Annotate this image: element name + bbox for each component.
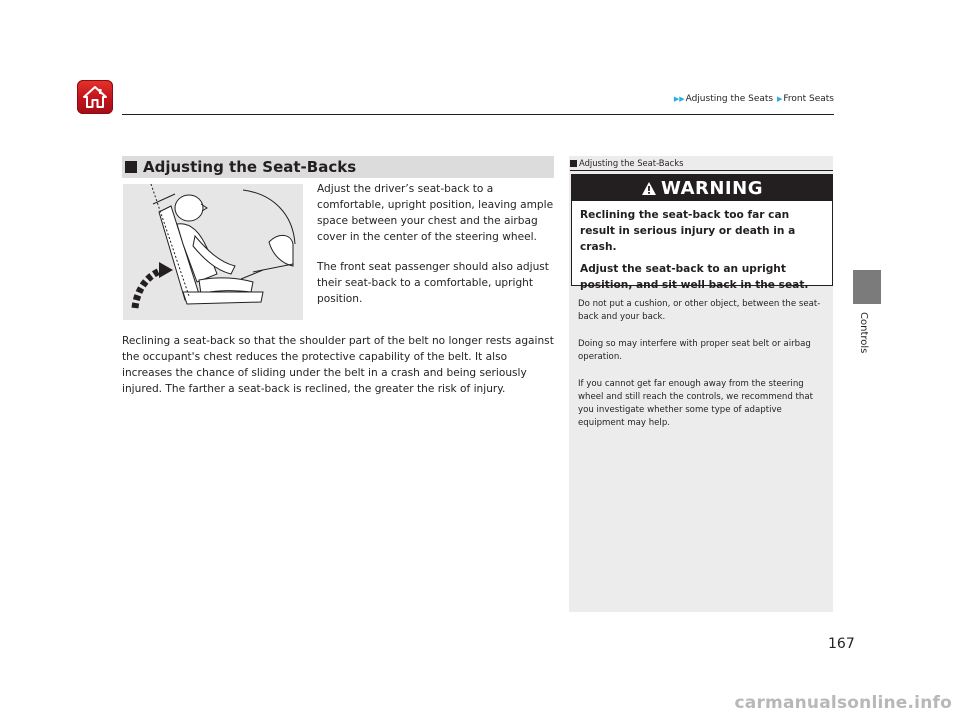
breadcrumb bbox=[673, 94, 834, 104]
watermark: carmanualsonline.info bbox=[734, 693, 952, 713]
chapter-tab[interactable] bbox=[853, 270, 881, 304]
seat-back-illustration bbox=[123, 184, 303, 320]
home-button[interactable] bbox=[77, 80, 113, 114]
section-title: Adjusting the Seat-Backs bbox=[143, 158, 357, 176]
home-icon bbox=[82, 85, 108, 109]
warning-line-1: Reclining the seat-back too far can result in serious injury or death in a crash. bbox=[580, 209, 796, 253]
chapter-tab-label[interactable]: Controls bbox=[858, 312, 869, 354]
sidebar-divider bbox=[570, 170, 833, 171]
warning-header bbox=[572, 175, 832, 201]
breadcrumb-arrow-icon: ▶ bbox=[777, 95, 783, 103]
warning-line-2: Adjust the seat-back to an upright position, and sit well back in the seat. bbox=[580, 263, 809, 291]
sidebar-note-interference: Doing so may interfere with proper seat belt or airbag operation. bbox=[578, 339, 811, 362]
page-number: 167 bbox=[828, 636, 855, 652]
section-header bbox=[122, 156, 554, 178]
sidebar-note-adaptive: If you cannot get far enough away from the steering wheel and still reach the controls, we recommend that you investigate whether some type of adaptive equipment may help. bbox=[578, 379, 813, 428]
passenger-instructions: The front seat passenger should also adjust their seat-back to a comfortable, upright position. bbox=[317, 261, 549, 305]
warning-box bbox=[571, 174, 833, 291]
warning-triangle-icon bbox=[641, 181, 657, 196]
sidebar-note-cushion: Do not put a cushion, or other object, between the seat-back and your back. bbox=[578, 299, 821, 322]
breadcrumb-item-seats[interactable]: Adjusting the Seats bbox=[685, 94, 774, 104]
reclined-seat-diagram-icon bbox=[123, 184, 303, 320]
warning-title: WARNING bbox=[661, 177, 763, 199]
recline-risk-paragraph: Reclining a seat-back so that the shoulder part of the belt no longer rests against the occupant's chest reduces the protective capability of the belt. It also increases the chance of sliding under the belt in a crash and being seriously injured. The farther a seat-back is reclined, the greater the risk of injury. bbox=[122, 335, 554, 395]
breadcrumb-arrow-icon: ▶▶ bbox=[673, 95, 685, 103]
sidebar-heading-text: Adjusting the Seat-Backs bbox=[579, 158, 684, 168]
header-divider bbox=[122, 114, 834, 115]
seat-back-instructions: Adjust the driver’s seat-back to a comfortable, upright position, leaving ample space between your chest and the airbag cover in the center of the steering wheel. bbox=[317, 183, 554, 243]
breadcrumb-item-front-seats[interactable]: Front Seats bbox=[783, 94, 834, 104]
reference-mark-icon bbox=[570, 160, 577, 167]
sidebar-heading[interactable] bbox=[570, 158, 684, 168]
section-square-icon bbox=[125, 161, 137, 173]
